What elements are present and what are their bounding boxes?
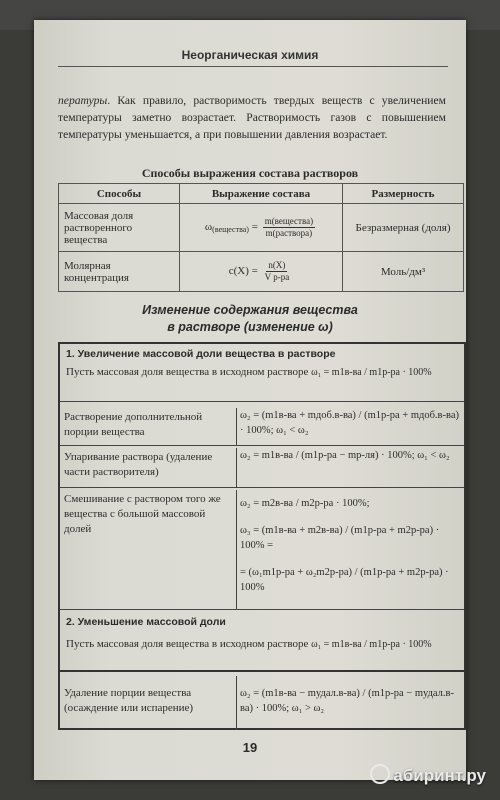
table-row: [59, 204, 464, 252]
intro-text: . Как правило, растворимость твердых веществ с увеличением температуры заметно возрастает. Растворимость газов с повышением температуры уменьшается, а при повышении давления возрастает.: [58, 94, 446, 141]
fraction-den: m(раствора): [265, 228, 313, 238]
page-number: 19: [242, 740, 258, 755]
watermark-text: абиринт.ру: [393, 766, 486, 785]
header-rule: [58, 66, 448, 67]
table-row: [60, 674, 464, 730]
method-cell: Массовая доля растворенного вещества: [59, 204, 180, 252]
increase-initial-text: Пусть массовая доля вещества в исходном растворе: [66, 366, 309, 378]
table-row: [60, 406, 464, 446]
row-label: Растворение дополнительной порции вещества: [64, 411, 203, 438]
composition-table: [58, 183, 464, 292]
fraction-den: V р-ра: [264, 272, 290, 282]
fraction-num: n(X): [268, 260, 286, 270]
decrease-heading-text: 2. Уменьшение массовой доли: [66, 616, 226, 628]
decrease-initial-text: Пусть массовая доля вещества в исходном растворе: [66, 638, 309, 650]
table-row: [60, 488, 464, 610]
intro-italic: пературы: [58, 94, 108, 107]
decrease-section: [60, 610, 464, 672]
unit-cell: Моль/дм³: [343, 252, 464, 292]
fraction: [263, 260, 292, 283]
formula-cell: [180, 252, 343, 292]
labirint-logo-icon: [370, 764, 390, 784]
row-label: Удаление порции вещества (осаждение или испарение): [64, 687, 194, 714]
row-label: Упаривание раствора (удаление части растворителя): [64, 451, 213, 478]
row-label: Смешивание с раствором того же вещества с большой массовой долей: [64, 493, 221, 535]
col-header: Выражение состава: [180, 184, 343, 204]
table-header-row: [59, 184, 464, 204]
row-formula: ω₂ = m1в-ва / (m1р-ра − mр-ля) · 100%; ω₁ < ω₂: [236, 448, 462, 487]
formula-line: = (ω₁m1р-ра + ω₂m2р-ра) / (m1р-ра + m2р-ра) · 100%: [240, 567, 449, 593]
fraction-num: m(вещества): [264, 216, 314, 226]
formula-lhs-sub: (вещества): [212, 225, 249, 235]
fraction: [263, 216, 315, 239]
concentration-change-table: [58, 342, 466, 730]
increase-initial: [66, 366, 458, 378]
increase-heading-text: 1. Увеличение массовой доли вещества в растворе: [66, 348, 336, 360]
row-formula: [236, 490, 462, 609]
table-row: [59, 252, 464, 292]
table-row: [60, 446, 464, 488]
increase-section: [60, 344, 464, 402]
decrease-heading: [66, 616, 458, 628]
watermark: [370, 764, 486, 786]
col-header: Размерность: [343, 184, 464, 204]
running-header: Неорганическая химия: [181, 48, 319, 62]
increase-heading: [66, 348, 458, 360]
formula-lhs: c(X) =: [228, 265, 258, 278]
increase-initial-formula: ω₁ = m1в-ва / m1р-ра · 100%: [311, 367, 432, 378]
unit-cell: Безразмерная (доля): [343, 204, 464, 252]
method-cell: Молярная концентрация: [59, 252, 180, 292]
section2-title-line2: в растворе (изменение ω): [167, 320, 333, 334]
section2-title-line1: Изменение содержания вещества: [142, 303, 358, 317]
formula-lhs: ω: [204, 221, 213, 234]
book-page: [34, 20, 466, 780]
row-formula: ω₂ = (m1в-ва + mдоб.в-ва) / (m1р-ра + mдоб.в-ва) · 100%; ω₁ < ω₂: [236, 408, 462, 445]
col-header: Способы: [59, 184, 180, 204]
formula-line: ω₃ = (m1в-ва + m2в-ва) / (m1р-ра + m2р-ра) · 100% =: [240, 525, 440, 551]
section2-title: [34, 302, 466, 336]
table1-title: Способы выражения состава растворов: [141, 166, 359, 180]
decrease-initial: [66, 638, 458, 650]
row-formula: ω₂ = (m1в-ва − mудал.в-ва) / (m1р-ра − mудал.в-ва) · 100%; ω₁ > ω₂: [236, 676, 462, 730]
formula-line: ω₂ = m2в-ва / m2р-ра · 100%;: [240, 498, 370, 509]
intro-paragraph: [58, 92, 446, 143]
decrease-initial-formula: ω₁ = m1в-ва / m1р-ра · 100%: [311, 639, 432, 650]
formula-cell: $\omega_{(вещества)}$ = $\frac{\text{m(вещества)}}{\text{m(раствора)}}$: [180, 204, 343, 252]
